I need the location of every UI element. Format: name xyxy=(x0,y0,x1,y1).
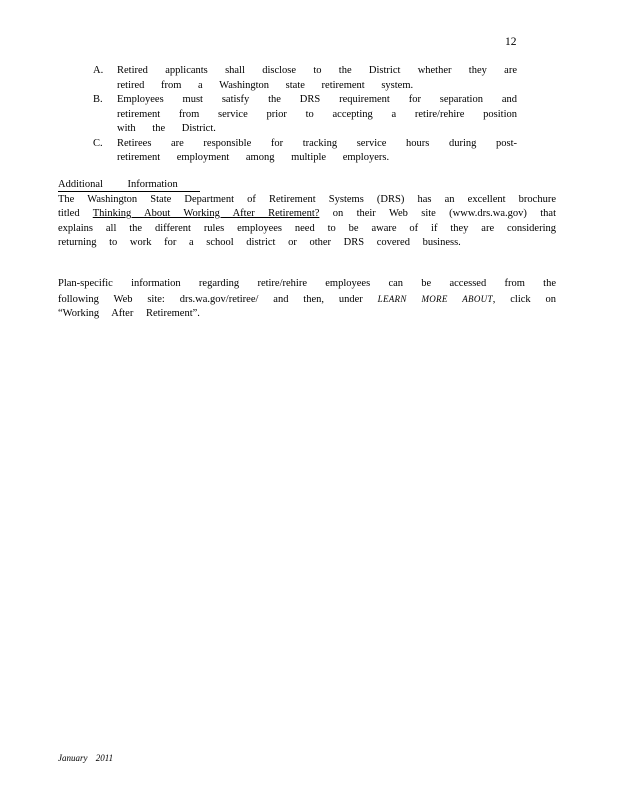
paragraph-text: , click on “Working After Retirement”. xyxy=(58,293,557,319)
list-item-letter: A. xyxy=(93,65,104,76)
additional-information-paragraph xyxy=(58,193,556,251)
paragraph-text: on their Web site (www.drs.wa.gov) that explains all the different rules employees need to be aware of if they are considering returning to work for a school district or other DRS covered business. xyxy=(58,208,556,248)
list-item-text: Employees must satisfy the DRS requirement for separation and retirement from service prior to accepting a retire/rehire position with the District. xyxy=(117,94,517,134)
list-item xyxy=(93,93,517,137)
page-footer-date: January 2011 xyxy=(58,753,114,763)
additional-information-section xyxy=(58,178,556,251)
paragraph-text: Plan-specific information regarding retire/rehire employees can be accessed from the following Web site: drs.wa.gov/retiree/ and then, under xyxy=(58,278,556,305)
paragraph-text: The Washington State Department of Retirement Systems (DRS) has an excellent brochure titled xyxy=(58,193,556,219)
menu-label: LEARN MORE ABOUT xyxy=(377,293,493,304)
section-heading: Additional Information xyxy=(58,178,200,192)
list-item-letter: B. xyxy=(93,94,103,105)
list-item xyxy=(93,64,517,93)
brochure-title: Thinking About Working After Retirement? xyxy=(92,208,320,219)
plan-specific-paragraph xyxy=(58,277,556,322)
list-item-letter: C. xyxy=(93,137,103,149)
list-item-text: Retirees are responsible for tracking service hours during post-retirement employment among multiple employers. xyxy=(117,137,517,163)
page-number: 12 xyxy=(505,36,517,48)
list-item xyxy=(93,137,517,166)
requirements-list xyxy=(93,64,517,166)
list-item-text: Retired applicants shall disclose to the District whether they are retired from a Washington state retirement system. xyxy=(117,65,517,91)
